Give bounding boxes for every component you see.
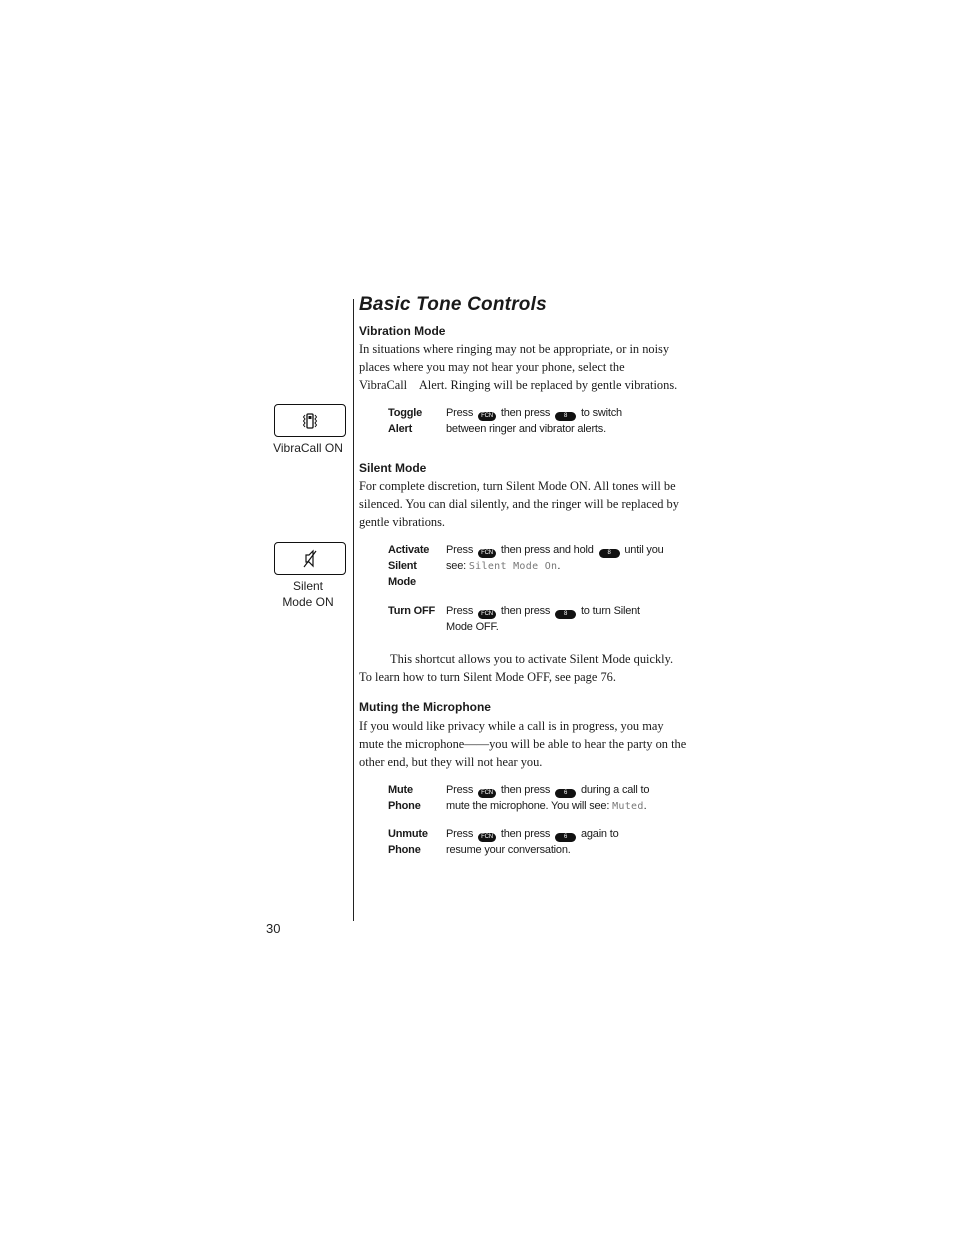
unmute-phone-instructions: Press FCN then press 6 again to resume your conversation. <box>446 828 619 856</box>
page-title: Basic Tone Controls <box>359 294 547 315</box>
silent-bell-icon <box>302 549 318 569</box>
display-text-muted: Muted <box>612 801 644 812</box>
fcn-key-icon: FCN <box>478 789 496 798</box>
key-6-icon: 6 <box>555 833 576 842</box>
key-8-icon: 8 <box>555 412 576 421</box>
toggle-alert-label: Toggle Alert <box>388 407 423 435</box>
fcn-key-icon: FCN <box>478 833 496 842</box>
fcn-key-icon: FCN <box>478 610 496 619</box>
mute-phone-label: Mute Phone <box>388 784 421 812</box>
vibration-mode-paragraph: In situations where ringing may not be appropriate, or in noisy places where you may not hear your phone, select the VibraCall Alert. Ringing will be replaced by gentle vibrations. <box>359 342 678 392</box>
unmute-phone-label: Unmute Phone <box>388 828 428 856</box>
vibracall-caption: VibraCall ON <box>273 441 343 455</box>
silent-mode-caption: Silent Mode ON <box>282 579 334 609</box>
vibration-mode-heading: Vibration Mode <box>359 324 446 338</box>
toggle-alert-instructions: Press FCN then press 8 to switch between ringer and vibrator alerts. <box>446 407 622 435</box>
silent-mode-paragraph: For complete discretion, turn Silent Mode ON. All tones will be silenced. You can dial silently, and the ringer will be replaced by gentle vibrations. <box>359 479 679 529</box>
key-8-icon: 8 <box>599 549 620 558</box>
margin-rule <box>353 299 354 921</box>
vibrate-icon <box>302 411 318 431</box>
fcn-key-icon: FCN <box>478 549 496 558</box>
turn-off-instructions: Press FCN then press 8 to turn Silent Mode OFF. <box>446 605 640 633</box>
silent-mode-heading: Silent Mode <box>359 461 427 475</box>
page-number: 30 <box>266 921 281 936</box>
shortcut-note: This shortcut allows you to activate Silent Mode quickly. To learn how to turn Silent Mode OFF, see page 76. <box>359 652 674 684</box>
silent-mode-indicator-box <box>274 542 346 575</box>
activate-silent-mode-instructions: Press FCN then press and hold 8 until you see: Silent Mode On. <box>446 544 664 572</box>
key-6-icon: 6 <box>555 789 576 798</box>
turn-off-label: Turn OFF <box>388 605 436 617</box>
activate-silent-mode-label: Activate Silent Mode <box>388 544 430 588</box>
muting-paragraph: If you would like privacy while a call is in progress, you may mute the microphone——you will be able to hear the party on the other end, but they will not hear you. <box>359 719 687 769</box>
display-text-silent-mode-on: Silent Mode On <box>468 561 558 572</box>
key-8-icon: 8 <box>555 610 576 619</box>
fcn-key-icon: FCN <box>478 412 496 421</box>
muting-heading: Muting the Microphone <box>359 700 491 714</box>
vibracall-indicator-box <box>274 404 346 437</box>
mute-phone-instructions: Press FCN then press 6 during a call to mute the microphone. You will see: Muted. <box>446 784 650 812</box>
